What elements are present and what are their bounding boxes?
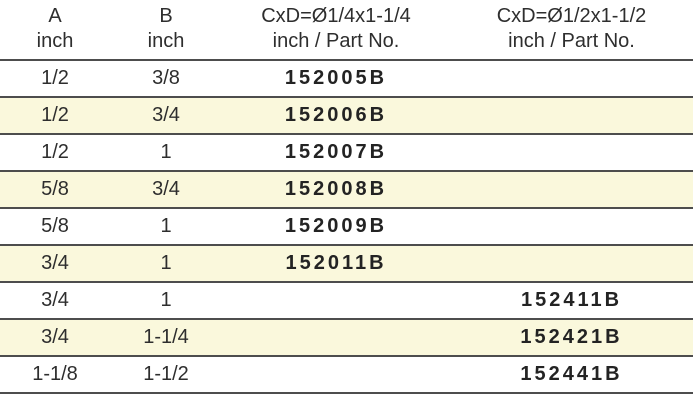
table-row xyxy=(0,134,693,171)
cell-part-half xyxy=(450,97,693,134)
cell-a: 1/2 xyxy=(41,67,69,89)
cell-a: 5/8 xyxy=(41,215,69,237)
cell-a: 5/8 xyxy=(41,178,69,200)
column-header-cxd-quarter-unit: inch / Part No. xyxy=(272,30,400,52)
cell-part-quarter: 152009B xyxy=(284,215,388,237)
column-header-b xyxy=(110,0,222,60)
cell-a: 1-1/8 xyxy=(32,363,78,385)
cell-b: 3/4 xyxy=(152,178,180,200)
cell-part-quarter: 152006B xyxy=(284,104,388,126)
cell-a: 3/4 xyxy=(41,326,69,348)
column-header-cxd-half-unit: inch / Part No. xyxy=(508,30,635,52)
cell-b: 3/8 xyxy=(152,67,180,89)
column-header-b-title: B xyxy=(159,5,173,27)
cell-a: 3/4 xyxy=(41,289,69,311)
cell-a: 1/2 xyxy=(41,104,69,126)
cell-part-half xyxy=(450,60,693,97)
cell-part-quarter: 152011B xyxy=(285,252,387,274)
column-header-cxd-half xyxy=(450,0,693,60)
table-row xyxy=(0,60,693,97)
table-row xyxy=(0,245,693,282)
column-header-cxd-quarter xyxy=(222,0,450,60)
cell-part-half: 152441B xyxy=(520,363,623,385)
column-header-a xyxy=(0,0,110,60)
cell-part-quarter: 152007B xyxy=(284,141,388,163)
table-row xyxy=(0,97,693,134)
cell-part-half xyxy=(450,171,693,208)
table-row xyxy=(0,208,693,245)
cell-part-half xyxy=(450,245,693,282)
column-header-a-unit: inch xyxy=(36,30,74,52)
cell-part-half: 152421B xyxy=(520,326,623,348)
cell-part-half: 152411B xyxy=(520,289,623,311)
cell-a: 1/2 xyxy=(41,141,69,163)
cell-part-quarter: 152005B xyxy=(284,67,388,89)
table-row xyxy=(0,319,693,356)
cell-part-quarter xyxy=(222,356,450,393)
column-header-cxd-half-title: CxD=Ø1/2x1-1/2 xyxy=(496,5,647,27)
header-row xyxy=(0,0,693,60)
cell-part-quarter xyxy=(222,282,450,319)
cell-part-quarter xyxy=(222,319,450,356)
column-header-b-unit: inch xyxy=(147,30,185,52)
cell-a: 3/4 xyxy=(41,252,69,274)
cell-b: 1 xyxy=(160,252,172,274)
cell-b: 1 xyxy=(160,215,172,237)
cell-part-half xyxy=(450,208,693,245)
table-body xyxy=(0,60,693,393)
cell-b: 1 xyxy=(160,141,172,163)
cell-b: 1-1/4 xyxy=(143,326,189,348)
cell-b: 1-1/2 xyxy=(143,363,189,385)
cell-part-quarter: 152008B xyxy=(284,178,388,200)
column-header-a-title: A xyxy=(48,5,62,27)
table-row xyxy=(0,282,693,319)
cell-part-half xyxy=(450,134,693,171)
table-row xyxy=(0,356,693,393)
column-header-cxd-quarter-title: CxD=Ø1/4x1-1/4 xyxy=(261,5,411,27)
cell-b: 1 xyxy=(160,289,172,311)
table-row xyxy=(0,171,693,208)
cell-b: 3/4 xyxy=(152,104,180,126)
table-header xyxy=(0,0,693,60)
